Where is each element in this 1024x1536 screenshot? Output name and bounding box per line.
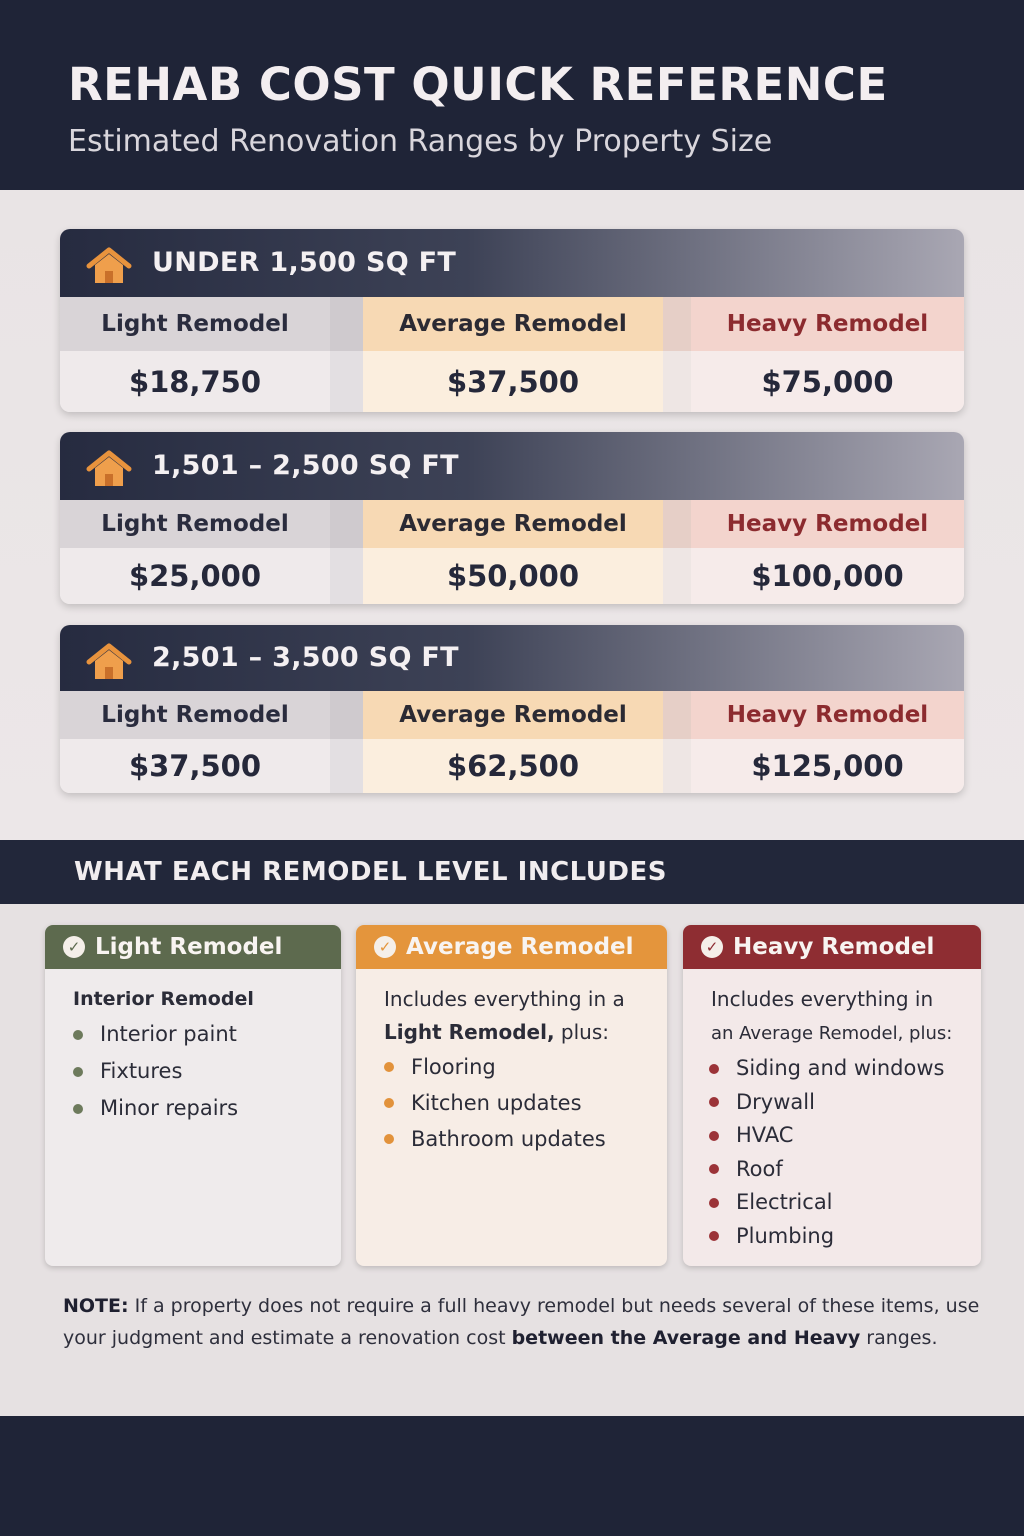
- bullet-icon: [709, 1064, 719, 1074]
- light-remodel-box-title: Light Remodel: [95, 934, 283, 960]
- average-remodel-box-header: [356, 925, 667, 969]
- light-remodel-amount: $25,000: [128, 559, 262, 593]
- check-icon: ✓: [701, 936, 723, 958]
- heavy-remodel-label: Heavy Remodel: [691, 500, 964, 548]
- house-icon: [86, 247, 132, 285]
- light-remodel-box-header: [45, 925, 341, 969]
- tier-label: UNDER 1,500 SQ FT: [152, 247, 457, 278]
- average-remodel-intro: Includes everything in a Light Remodel, plus:: [384, 987, 625, 1044]
- average-column: [363, 297, 663, 412]
- list-item: Kitchen updates: [384, 1085, 606, 1121]
- list-item: Siding and windows: [709, 1052, 944, 1086]
- page-title: REHAB COST QUICK REFERENCE: [68, 58, 888, 111]
- tier-header: [60, 229, 964, 297]
- light-column: [60, 297, 330, 412]
- includes-section-header: [0, 840, 1024, 904]
- footer-band: [0, 1416, 1024, 1536]
- average-remodel-amount: $37,500: [446, 364, 580, 399]
- average-remodel-label: Average Remodel: [363, 691, 663, 739]
- bullet-icon: [73, 1030, 83, 1040]
- light-remodel-label: Light Remodel: [60, 297, 330, 351]
- house-icon: [86, 643, 132, 681]
- average-column: [363, 691, 663, 793]
- average-column: [363, 500, 663, 604]
- bullet-icon: [73, 1067, 83, 1077]
- list-item: Flooring: [384, 1049, 606, 1085]
- heavy-remodel-amount: $125,000: [751, 749, 904, 783]
- column-divider: [663, 691, 691, 793]
- bullet-icon: [709, 1131, 719, 1141]
- column-divider: [663, 500, 691, 604]
- light-remodel-box: [45, 925, 341, 1266]
- list-item: Fixtures: [73, 1053, 238, 1090]
- bullet-icon: [709, 1164, 719, 1174]
- light-remodel-label: Light Remodel: [60, 691, 330, 739]
- average-remodel-list: [384, 1049, 606, 1157]
- heavy-remodel-box-header: [683, 925, 981, 969]
- light-remodel-label: Light Remodel: [60, 500, 330, 548]
- average-remodel-label: Average Remodel: [363, 297, 663, 351]
- tier-card-1501-2500: [60, 432, 964, 604]
- heavy-column: [691, 297, 964, 412]
- column-divider: [330, 691, 363, 793]
- average-remodel-label: Average Remodel: [363, 500, 663, 548]
- heavy-remodel-box: [683, 925, 981, 1266]
- tier-label: 2,501 – 3,500 SQ FT: [152, 642, 459, 673]
- heavy-column: [691, 691, 964, 793]
- heavy-remodel-intro: Includes everything in an Average Remodel, plus:: [711, 987, 953, 1044]
- heavy-remodel-amount: $100,000: [751, 559, 904, 593]
- light-remodel-amount: $18,750: [128, 364, 262, 399]
- bullet-icon: [709, 1097, 719, 1107]
- bullet-icon: [709, 1231, 719, 1241]
- heavy-remodel-box-title: Heavy Remodel: [733, 934, 935, 960]
- check-icon: ✓: [63, 936, 85, 958]
- note-text: NOTE: If a property does not require a full heavy remodel but needs several of these items, use your judgment and estimate a renovation cost between the Average and Heavy ranges.: [63, 1295, 980, 1349]
- heavy-remodel-amount: $75,000: [761, 364, 894, 399]
- heavy-remodel-list: [709, 1052, 944, 1253]
- average-remodel-box-title: Average Remodel: [406, 934, 634, 960]
- house-icon: [86, 450, 132, 488]
- bullet-icon: [73, 1104, 83, 1114]
- includes-title: WHAT EACH REMODEL LEVEL INCLUDES: [74, 857, 667, 887]
- heavy-remodel-label: Heavy Remodel: [691, 297, 964, 351]
- list-item: Minor repairs: [73, 1090, 238, 1127]
- list-item: HVAC: [709, 1119, 944, 1153]
- tier-card-under-1500: [60, 229, 964, 412]
- bullet-icon: [709, 1198, 719, 1208]
- header: [0, 0, 1024, 190]
- light-remodel-amount: $37,500: [128, 749, 262, 783]
- bullet-icon: [384, 1098, 394, 1108]
- average-remodel-amount: $62,500: [446, 749, 580, 783]
- column-divider: [330, 500, 363, 604]
- average-remodel-box: [356, 925, 667, 1266]
- light-column: [60, 500, 330, 604]
- average-remodel-amount: $50,000: [446, 559, 580, 593]
- tier-header: [60, 625, 964, 691]
- bullet-icon: [384, 1062, 394, 1072]
- list-item: Drywall: [709, 1086, 944, 1120]
- light-remodel-list: [73, 1016, 238, 1127]
- list-item: Interior paint: [73, 1016, 238, 1053]
- list-item: Roof: [709, 1153, 944, 1187]
- check-icon: ✓: [374, 936, 396, 958]
- list-item: Electrical: [709, 1186, 944, 1220]
- column-divider: [330, 297, 363, 412]
- light-remodel-intro: Interior Remodel: [73, 988, 254, 1010]
- tier-label: 1,501 – 2,500 SQ FT: [152, 450, 459, 481]
- list-item: Plumbing: [709, 1220, 944, 1254]
- light-column: [60, 691, 330, 793]
- page-subtitle: Estimated Renovation Ranges by Property Size: [68, 124, 773, 159]
- heavy-column: [691, 500, 964, 604]
- tier-header: [60, 432, 964, 500]
- column-divider: [663, 297, 691, 412]
- list-item: Bathroom updates: [384, 1121, 606, 1157]
- bullet-icon: [384, 1134, 394, 1144]
- heavy-remodel-label: Heavy Remodel: [691, 691, 964, 739]
- tier-card-2501-3500: [60, 625, 964, 793]
- note-label: NOTE:: [63, 1295, 129, 1317]
